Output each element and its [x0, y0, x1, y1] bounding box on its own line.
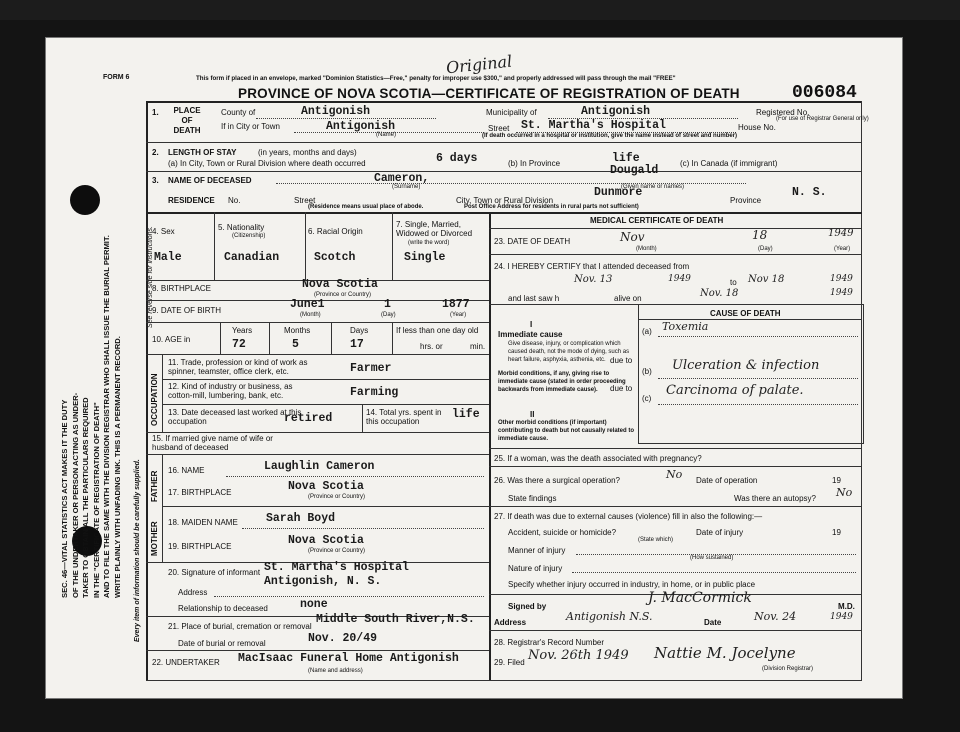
rule [256, 118, 436, 119]
marital-status-label: 7. Single, Married, Widowed or Divorced [396, 220, 473, 238]
rule [162, 379, 489, 380]
cause-a-value: Toxemia [662, 320, 709, 333]
given-name-caption: (Given name or names) [621, 184, 685, 190]
surname-caption: (Surname) [392, 184, 421, 190]
burial-place-value: Middle South River,N.S. [316, 613, 475, 626]
q14-value: life [452, 408, 480, 421]
city-value: Antigonish [326, 120, 396, 133]
rule [489, 630, 862, 631]
item-3-number: 3. [152, 176, 159, 185]
rule [146, 354, 489, 355]
father-birthplace-caption: (Province or Country) [308, 494, 366, 500]
registrar-record-label: 28. Registrar's Record Number [494, 638, 605, 647]
occupation-side-label: OCCUPATION [150, 373, 159, 426]
operation-year-label: 19 [832, 476, 841, 485]
informant-address-value: Antigonish, N. S. [264, 575, 382, 588]
rule [146, 212, 862, 214]
last-saw-label: and last saw h [508, 294, 560, 303]
burial-place-label: 21. Place of burial, cremation or removal [168, 622, 312, 631]
relationship-label: Relationship to deceased [178, 604, 268, 613]
nature-label: Nature of injury [508, 564, 563, 573]
other-morbid-desc: Other morbid conditions (if important) contributing to death but not causally related to immediate cause. [498, 420, 635, 442]
county-label: County of [221, 108, 256, 117]
stay-province-label: (b) In Province [508, 159, 561, 168]
state-which-caption: (State which) [638, 537, 674, 543]
residence-no-label: No. [228, 196, 241, 205]
stay-city-value: 6 days [436, 152, 478, 165]
manner-label: Manner of injury [508, 546, 566, 555]
signed-date-label: Date [704, 618, 722, 627]
death-day-caption: (Day) [758, 246, 773, 252]
signed-by-label: Signed by [508, 602, 547, 611]
external-causes-label: 27. If death was due to external causes (violence) fill in also the following:— [494, 512, 763, 521]
cause-of-death-header: CAUSE OF DEATH [710, 309, 781, 318]
due-to-label: due to [610, 356, 633, 365]
envelope-notice: This form if placed in an envelope, marked "Dominion Statistics—Free," penalty for improper use $300," and properly addressed will pass through the mail "FREE" [196, 75, 676, 82]
nationality-value: Canadian [224, 251, 280, 264]
death-certificate [46, 38, 902, 698]
rule [658, 404, 858, 405]
filed-date: Nov. 26th 1949 [528, 648, 629, 663]
dob-year-caption: (Year) [450, 312, 467, 318]
death-day: 18 [752, 228, 768, 242]
rule [146, 322, 489, 323]
father-side-label: FATHER [150, 470, 159, 502]
father-name-value: Laughlin Cameron [264, 460, 375, 473]
racial-origin-value: Scotch [314, 251, 356, 264]
punch-hole [70, 185, 100, 215]
mother-maiden-name-value: Sarah Boyd [266, 512, 336, 525]
q15-label: 15. If married give name of wife or husband of deceased [152, 434, 273, 452]
deceased-surname: Cameron, [374, 172, 430, 185]
rule [362, 404, 363, 432]
post-office-note: Post Office Address for residents in rural parts not sufficient) [464, 204, 639, 210]
signed-date-value: Nov. 24 [754, 610, 797, 623]
dob-day: 1 [384, 298, 391, 311]
stay-city-label: (a) In City, Town or Rural Division where death occurred [168, 159, 366, 168]
operation-date-label: Date of operation [696, 476, 758, 485]
age-label: 10. AGE in [152, 335, 191, 344]
state-findings-label: State findings [508, 494, 557, 503]
immediate-cause-title: Immediate cause [498, 330, 563, 339]
immediate-cause-desc: Give disease, injury, or complication which caused death, not the mode of dying, such as heart failure, asphyxia, asthenia, etc. [508, 341, 630, 363]
mother-birthplace-value: Nova Scotia [288, 534, 364, 547]
q11-label: 11. Trade, profession or kind of work as spinner, teamster, office clerk, etc. [168, 358, 308, 376]
rule [146, 142, 862, 143]
dob-month: June1 [290, 298, 325, 311]
rule [242, 528, 484, 529]
rule [146, 432, 489, 433]
attended-to-label: to [730, 278, 737, 287]
county-value: Antigonish [301, 105, 371, 118]
rule [269, 322, 270, 354]
supply-notice: Every item of information should be carefully supplied. [134, 459, 141, 642]
relationship-value: none [300, 598, 328, 611]
death-year: 1949 [828, 228, 854, 239]
filed-label: 29. Filed [494, 658, 525, 667]
how-sustained-caption: (How sustained) [690, 555, 734, 561]
father-name-label: 16. NAME [168, 466, 205, 475]
autopsy-value: No [836, 486, 853, 499]
alive-on-year: 1949 [830, 288, 853, 298]
attendance-label: 24. I HEREBY CERTIFY that I attended deceased from [494, 262, 690, 271]
burial-date-label: Date of burial or removal [178, 639, 266, 648]
cause-b-label: (b) [642, 367, 652, 376]
rule [146, 171, 862, 172]
street-value: St. Martha's Hospital [521, 119, 666, 132]
age-days-label: Days [350, 326, 369, 335]
less-than-day-label: If less than one day old [396, 326, 479, 335]
alive-on-date: Nov. 18 [700, 288, 739, 299]
injury-year-label: 19 [832, 528, 841, 537]
informant-label: 20. Signature of informant [168, 568, 261, 577]
municipality-label: Municipality of [486, 108, 537, 117]
surgery-value: No [666, 468, 683, 481]
rule [489, 506, 862, 507]
rule [226, 476, 484, 477]
age-months-label: Months [284, 326, 311, 335]
q14-label: 14. Total yrs. spent in this occupation [366, 408, 442, 426]
signed-date-year: 1949 [830, 612, 853, 622]
registered-no-label: Registered No. [756, 108, 810, 117]
place-of-death-label: PLACE OF DEATH [173, 106, 201, 135]
registrar-use-note: (For use of Registrar General only) [776, 116, 869, 122]
attended-to: Nov 18 [748, 274, 785, 285]
mother-maiden-name-label: 18. MAIDEN NAME [168, 518, 238, 527]
injury-date-label: Date of injury [696, 528, 744, 537]
mother-birthplace-label: 19. BIRTHPLACE [168, 542, 232, 551]
cause-c-value: Carcinoma of palate. [666, 383, 804, 398]
cause-c-label: (c) [642, 394, 652, 403]
q13-label: 13. Date deceased last worked at this occupation [168, 408, 302, 426]
rule [572, 572, 856, 573]
deceased-name-label: NAME OF DECEASED [168, 176, 252, 185]
medical-certificate-header: MEDICAL CERTIFICATE OF DEATH [590, 216, 724, 225]
physician-signature: J. MacCormick [648, 590, 752, 606]
length-of-stay-label: LENGTH OF STAY [168, 148, 237, 157]
due-to-label-2: due to [610, 384, 633, 393]
length-of-stay-caption: (in years, months and days) [258, 148, 357, 157]
rule [305, 212, 306, 280]
date-of-death-label: 23. DATE OF DEATH [494, 237, 571, 246]
division-registrar-caption: (Division Registrar) [762, 666, 814, 672]
rule [162, 354, 163, 432]
nationality-caption: (Citizenship) [232, 233, 266, 239]
father-birthplace-label: 17. BIRTHPLACE [168, 488, 232, 497]
morbid-conditions-desc: Morbid conditions, if any, giving rise to immediate cause (stated in order proceeding backwards from immediate cause). [498, 371, 626, 393]
marital-status-caption: (write the word) [408, 240, 450, 246]
rule [489, 228, 862, 229]
stay-province-value: life [612, 152, 640, 165]
age-months-value: 5 [292, 338, 299, 351]
form-number: FORM 6 [103, 74, 130, 81]
residence-province-value: N. S. [792, 186, 827, 199]
cause-a-label: (a) [642, 327, 652, 336]
surgery-label: 26. Was there a surgical operation? [494, 476, 620, 485]
rule [392, 322, 393, 354]
nationality-label: 5. Nationality [218, 223, 265, 232]
rule [214, 596, 484, 597]
undertaker-label: 22. UNDERTAKER [152, 658, 220, 667]
death-month-caption: (Month) [636, 246, 657, 252]
scan-edge [0, 0, 960, 20]
rule [220, 322, 221, 354]
death-month: Nov [620, 230, 645, 244]
informant-value: St. Martha's Hospital [264, 561, 409, 574]
rule [146, 101, 862, 103]
rule [331, 322, 332, 354]
rule [146, 680, 862, 681]
residence-province-label: Province [730, 196, 762, 205]
residence-label: RESIDENCE [168, 196, 215, 205]
rule [146, 101, 148, 681]
municipality-value: Antigonish [581, 105, 651, 118]
registrar-signature: Nattie M. Jocelyne [654, 644, 796, 662]
item-1-number: 1. [152, 108, 159, 117]
rule [146, 650, 489, 651]
age-years-value: 72 [232, 338, 246, 351]
q11-value: Farmer [350, 362, 392, 375]
rule [162, 404, 489, 405]
mother-birthplace-caption: (Province or Country) [308, 548, 366, 554]
birthplace-caption: (Province or Country) [314, 292, 372, 298]
rule [658, 378, 858, 379]
undertaker-value: MacIsaac Funeral Home Antigonish [238, 652, 459, 665]
autopsy-label: Was there an autopsy? [734, 494, 816, 503]
dob-month-caption: (Month) [300, 312, 321, 318]
rule [392, 212, 393, 280]
rule [489, 448, 862, 449]
accident-label: Accident, suicide or homicide? [508, 528, 617, 537]
dob-year: 1877 [442, 298, 470, 311]
see-reverse-note: See reverse side for instructions. [147, 226, 154, 328]
rule [489, 212, 491, 680]
stay-canada-label: (c) In Canada (if immigrant) [680, 159, 778, 168]
attended-to-year: 1949 [830, 274, 853, 284]
specify-label: Specify whether injury occurred in industry, in home, or in public place [508, 580, 756, 589]
certificate-number: 006084 [792, 83, 857, 103]
attended-from-year: 1949 [668, 274, 691, 284]
original-stamp: Original [445, 51, 514, 78]
rule [146, 454, 489, 455]
pregnancy-label: 25. If a woman, was the death associated with pregnancy? [494, 454, 702, 463]
marital-status-value: Single [404, 251, 446, 264]
name-caption: (Name) [376, 132, 397, 138]
minutes-label: min. [470, 342, 486, 351]
alive-on-label: alive on [614, 294, 642, 303]
deceased-given-name: Dougald [610, 164, 659, 177]
certificate-title: PROVINCE OF NOVA SCOTIA—CERTIFICATE OF REGISTRATION OF DEATH [238, 86, 740, 101]
age-years-label: Years [232, 326, 253, 335]
hours-label: hrs. or [420, 342, 443, 351]
street-label: Street [488, 124, 510, 133]
rule [214, 212, 215, 280]
immediate-numeral: I [530, 320, 533, 329]
q12-label: 12. Kind of industry or business, as cotton-mill, lumbering, bank, etc. [168, 382, 293, 400]
rule [489, 466, 862, 467]
racial-origin-label: 6. Racial Origin [308, 227, 363, 236]
father-birthplace-value: Nova Scotia [288, 480, 364, 493]
birthplace-label: 8. BIRTHPLACE [152, 284, 211, 293]
q12-value: Farming [350, 386, 399, 399]
physician-address-label: Address [494, 618, 527, 627]
age-days-value: 17 [350, 338, 364, 351]
city-label: If in City or Town [221, 122, 280, 131]
residence-street-label: Street [294, 196, 316, 205]
dob-day-caption: (Day) [381, 312, 396, 318]
other-numeral: II [530, 410, 535, 419]
residence-city-value: Dunmore [594, 186, 643, 199]
informant-address-label: Address [178, 588, 208, 597]
side-notice: SEC. 46—VITAL STATISTICS ACT MAKES IT THE DUTY OF THE UNDERTAKER OR PERSON ACTING AS UNDER- TAKER TO OBTAIN ALL THE PARTICULARS REQUIRED IN THE "CERTIFICATE OF REGISTRATION OF DEATH" AND TO FILE THE SAME WITH THE DIVISION REGISTRAR WHO SHALL ISSUE THE BURIAL PERMIT. WRITE PLAINLY WITH UNFADING INK. THIS IS A PERMANENT RECORD. [60, 235, 122, 598]
undertaker-caption: (Name and address) [308, 668, 363, 674]
q13-value: retired [284, 412, 333, 425]
residence-note: (Residence means usual place of abode. [308, 204, 424, 210]
rule [162, 506, 489, 507]
md-label: M.D. [838, 602, 855, 611]
sex-value: Male [154, 251, 182, 264]
rule [162, 454, 163, 562]
death-year-caption: (Year) [834, 246, 851, 252]
item-2-number: 2. [152, 148, 159, 157]
rule [489, 254, 862, 255]
dob-label: 9. DATE OF BIRTH [152, 306, 222, 315]
residence-city-label: City, Town or Rural Division [456, 196, 554, 205]
rule [658, 336, 858, 337]
mother-side-label: MOTHER [150, 521, 159, 556]
hospital-note: (If death occurred in a hospital or institution, give the name instead of street and number) [482, 133, 738, 139]
physician-address-value: Antigonish N.S. [566, 610, 653, 623]
attended-from: Nov. 13 [574, 274, 613, 285]
cause-b-value: Ulceration & infection [672, 358, 820, 373]
birthplace-value: Nova Scotia [302, 278, 378, 291]
house-no-label: House No. [738, 123, 776, 132]
burial-date-value: Nov. 20/49 [308, 632, 378, 645]
sex-label: 4. Sex [152, 227, 175, 236]
